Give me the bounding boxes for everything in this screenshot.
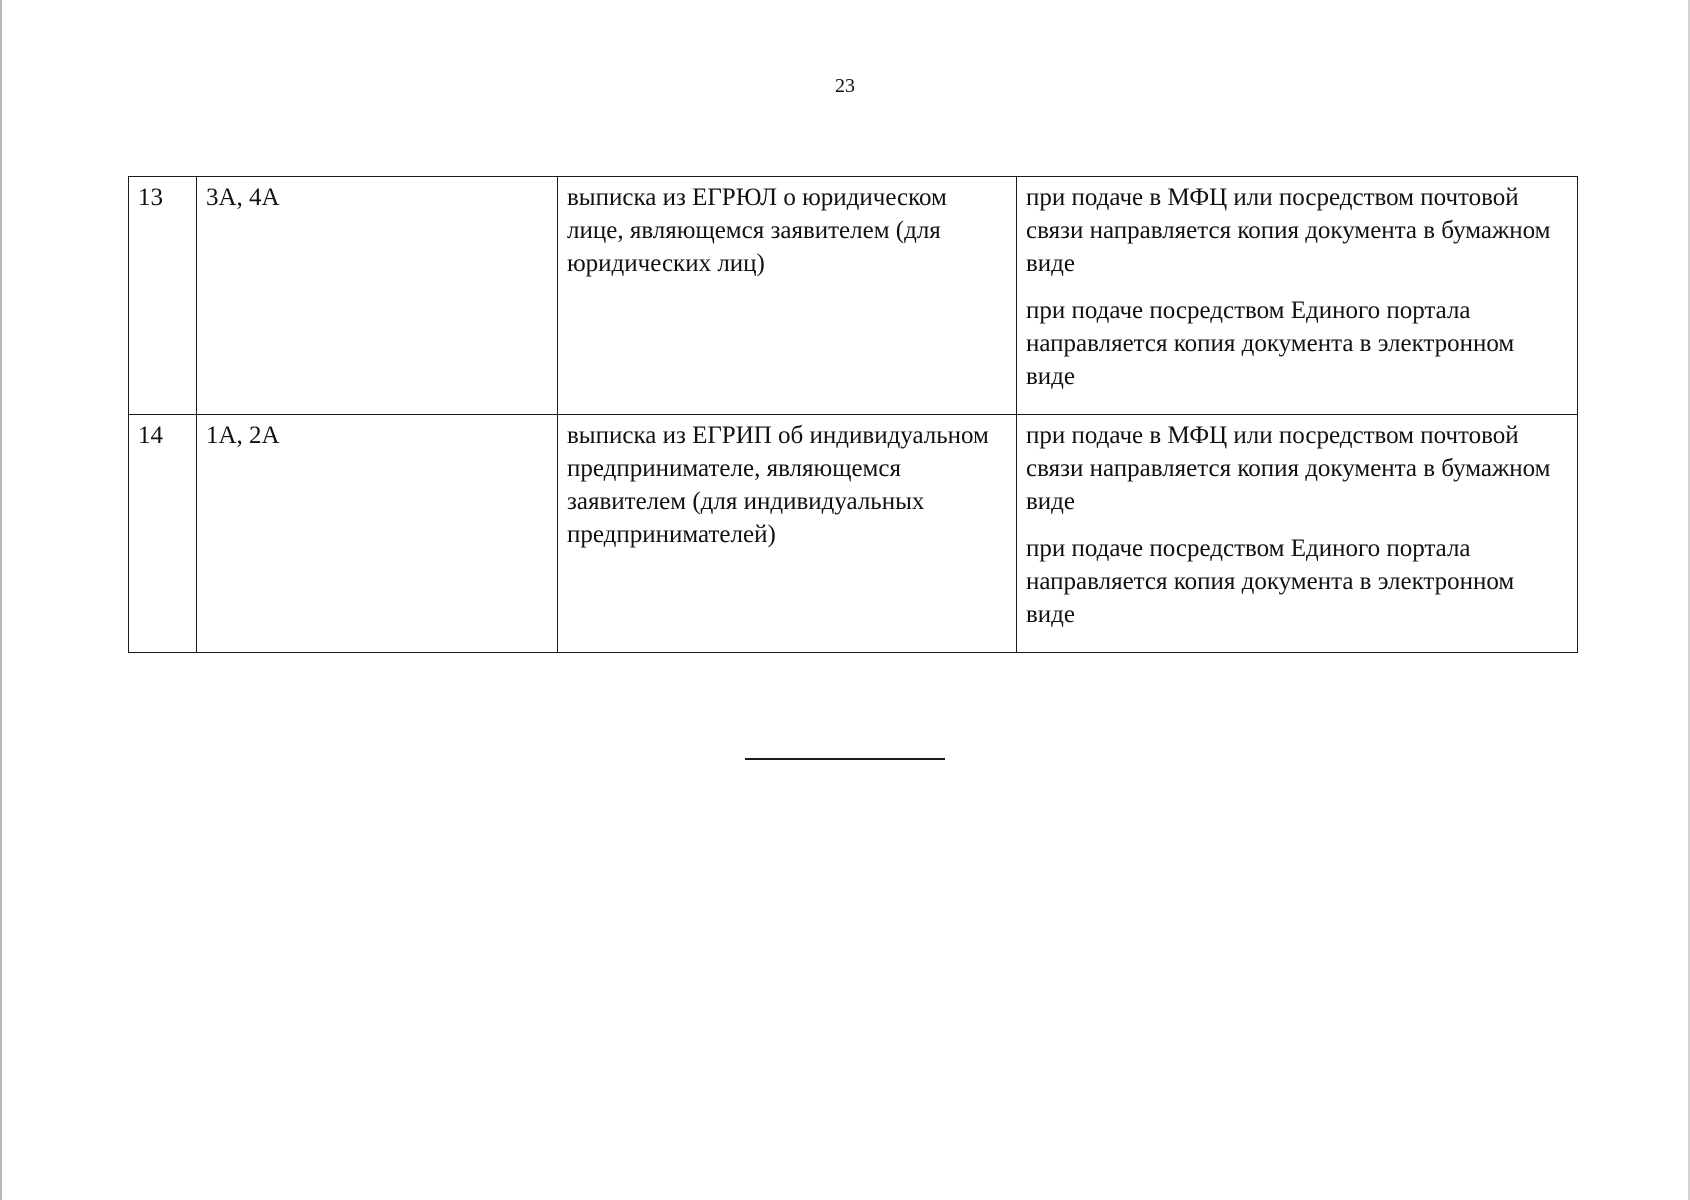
table-row [129,177,1578,415]
note-paper-submission: при подаче в МФЦ или посредством почтовой связи направляется копия документа в бумажном виде [1026,184,1551,277]
row-number-cell: 14 [129,415,197,653]
notes-cell [1017,177,1578,415]
table-row [129,415,1578,653]
note-portal-submission: при подаче посредством Единого портала направляется копия документа в электронном виде [1026,297,1515,390]
page-number: 23 [835,75,855,97]
documents-table [128,176,1578,653]
codes-cell: 1А, 2А [197,415,558,653]
end-of-document-rule [745,758,945,760]
notes-cell [1017,415,1578,653]
codes-cell: 3А, 4А [197,177,558,415]
row-number-cell: 13 [129,177,197,415]
document-name-cell: выписка из ЕГРИП об индивидуальном предпринимателе, являющемся заявителем (для индивидуальных предпринимателей) [558,415,1017,653]
note-portal-submission: при подаче посредством Единого портала направляется копия документа в электронном виде [1026,535,1515,628]
note-paper-submission: при подаче в МФЦ или посредством почтовой связи направляется копия документа в бумажном виде [1026,422,1551,515]
page-edge-left [0,0,2,1200]
document-name-cell: выписка из ЕГРЮЛ о юридическом лице, являющемся заявителем (для юридических лиц) [558,177,1017,415]
